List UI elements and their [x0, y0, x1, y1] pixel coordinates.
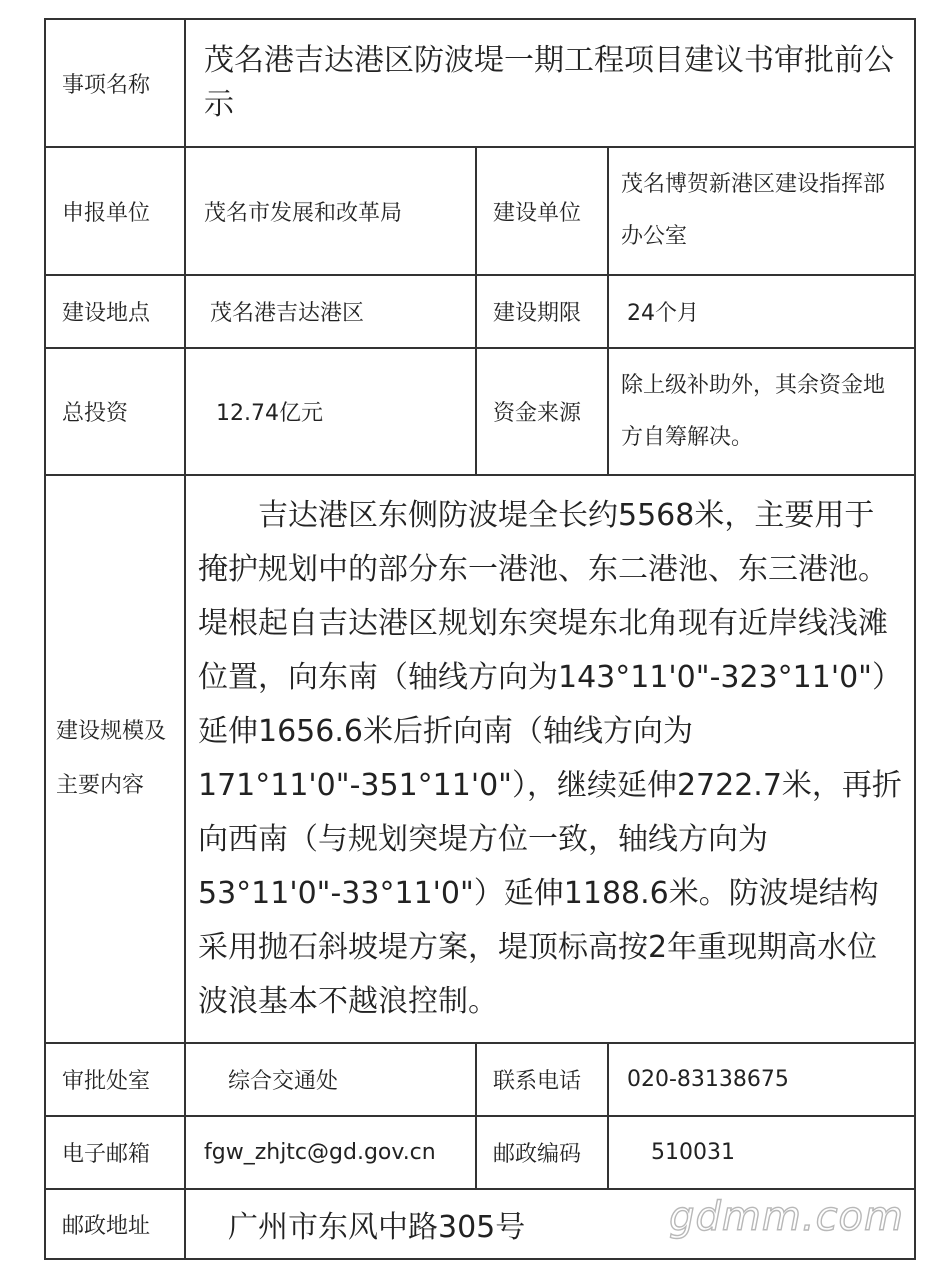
email-value: fgw_zhjtc@gd.gov.cn	[185, 1116, 476, 1189]
item-name-value: 茂名港吉达港区防波堤一期工程项目建议书审批前公示	[185, 19, 915, 147]
postcode-label: 邮政编码	[476, 1116, 608, 1189]
row-location	[45, 275, 915, 348]
row-scope	[45, 475, 915, 1043]
address-label: 邮政地址	[45, 1189, 185, 1259]
scope-label: 建设规模及主要内容	[45, 475, 185, 1043]
applicant-value: 茂名市发展和改革局	[185, 147, 476, 275]
row-email	[45, 1116, 915, 1189]
row-applicant	[45, 147, 915, 275]
funding-label: 资金来源	[476, 348, 608, 475]
location-value: 茂名港吉达港区	[185, 275, 476, 348]
phone-label: 联系电话	[476, 1043, 608, 1116]
investment-value: 12.74亿元	[185, 348, 476, 475]
scope-value: 吉达港区东侧防波堤全长约5568米，主要用于掩护规划中的部分东一港池、东二港池、东三港池。堤根起自吉达港区规划东突堤东北角现有近岸线浅滩位置，向东南（轴线方向为143°11'0"-323°11'0"）延伸1656.6米后折向南（轴线方向为171°11'0"-351°11'0"），继续延伸2722.7米，再折向西南（与规划突堤方位一致，轴线方向为53°11'0"-33°11'0"）延伸1188.6米。防波堤结构采用抛石斜坡堤方案，堤顶标高按2年重现期高水位波浪基本不越浪控制。	[185, 475, 915, 1043]
row-item-name	[45, 19, 915, 147]
address-value: 广州市东风中路305号	[185, 1189, 915, 1259]
email-label: 电子邮箱	[45, 1116, 185, 1189]
builder-value: 茂名博贺新港区建设指挥部办公室	[608, 147, 915, 275]
office-label: 审批处室	[45, 1043, 185, 1116]
applicant-label: 申报单位	[45, 147, 185, 275]
builder-label: 建设单位	[476, 147, 608, 275]
funding-value: 除上级补助外，其余资金地方自筹解决。	[608, 348, 915, 475]
approval-info-table	[44, 18, 916, 1260]
item-name-label: 事项名称	[45, 19, 185, 147]
row-office	[45, 1043, 915, 1116]
investment-label: 总投资	[45, 348, 185, 475]
period-value: 24个月	[608, 275, 915, 348]
office-value: 综合交通处	[185, 1043, 476, 1116]
row-investment	[45, 348, 915, 475]
gdmm-watermark: gdmm.com	[669, 1194, 904, 1240]
period-label: 建设期限	[476, 275, 608, 348]
phone-value: 020-83138675	[608, 1043, 915, 1116]
postcode-value: 510031	[608, 1116, 915, 1189]
location-label: 建设地点	[45, 275, 185, 348]
